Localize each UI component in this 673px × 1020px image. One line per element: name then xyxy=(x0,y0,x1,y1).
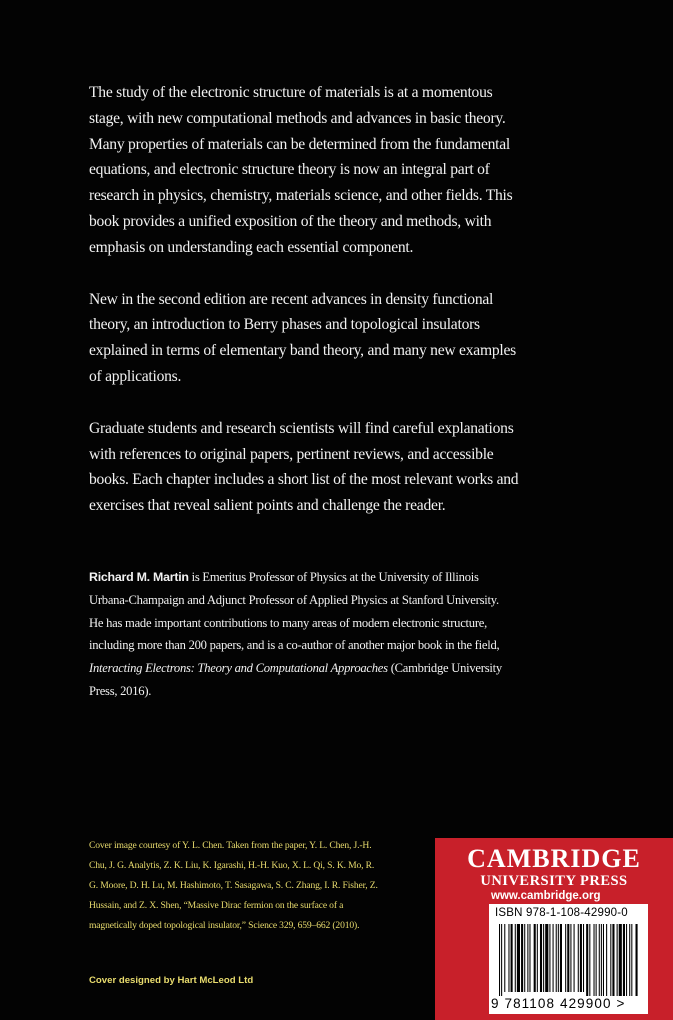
barcode-bar xyxy=(499,924,500,996)
barcode-bar xyxy=(629,924,630,996)
barcode-bar xyxy=(610,924,611,996)
barcode-bar xyxy=(570,924,571,992)
isbn-barcode-box xyxy=(489,904,648,1014)
barcode-bar xyxy=(527,924,528,992)
barcode-bar xyxy=(524,924,525,992)
barcode-bar xyxy=(534,924,536,992)
back-cover-blurb xyxy=(89,80,519,545)
barcode-bar xyxy=(504,924,505,992)
barcode-bar xyxy=(540,924,542,992)
barcode-bar xyxy=(623,924,625,996)
barcode-bar xyxy=(583,924,584,992)
barcode-bar xyxy=(515,924,516,992)
barcode-bar xyxy=(601,924,602,996)
barcode-bar xyxy=(631,924,632,996)
author-bio xyxy=(89,566,514,703)
barcode-bar xyxy=(636,924,638,996)
barcode-bar xyxy=(545,924,548,992)
barcode-bar xyxy=(560,924,562,992)
barcode-bar xyxy=(558,924,559,992)
barcode-bar xyxy=(537,924,538,992)
barcode-bar xyxy=(553,924,554,992)
barcode-bar xyxy=(521,924,523,992)
barcode-bar xyxy=(580,924,582,992)
barcode-bar xyxy=(594,924,595,996)
author-name: Richard M. Martin xyxy=(89,570,189,584)
barcode-digits: 9 781108 429900 > xyxy=(491,996,626,1011)
barcode-bar xyxy=(574,924,575,992)
barcode-bar xyxy=(549,924,550,992)
barcode-bar xyxy=(596,924,597,996)
barcode-bar xyxy=(603,924,604,996)
barcode-bar xyxy=(556,924,557,992)
barcode-image xyxy=(497,924,640,996)
blurb-paragraph-1: The study of the electronic structure of materials is at a momentous stage, with new computational methods and advances in basic theory. Many properties of materials can be determined from the fundamental equations, and electronic structure theory is now an integral part of research in physics, chemistry, materials science, and other fields. This book provides a unified exposition of the theory and methods, with emphasis on understanding each essential component. xyxy=(89,84,513,256)
other-book-publisher: (Cambridge University Press, 2016). xyxy=(89,661,502,698)
barcode-bar xyxy=(606,924,607,996)
barcode-bar xyxy=(626,924,627,996)
barcode-bar xyxy=(599,924,600,996)
isbn-number: ISBN 978-1-108-42990-0 xyxy=(495,907,628,919)
barcode-bar xyxy=(619,924,622,996)
other-book-title: Interacting Electrons: Theory and Computational Approaches xyxy=(89,661,388,676)
barcode-bar xyxy=(511,924,513,992)
barcode-bar xyxy=(586,924,588,996)
barcode-bar xyxy=(508,924,509,992)
cover-image-credit: Cover image courtesy of Y. L. Chen. Taken from the paper, Y. L. Chen, J.-H. Chu, J. G. Analytis, Z. K. Liu, K. Igarashi, H.-H. Kuo, X. L. Qi, S. K. Mo, R. G. Moore, D. H. Lu, M. Hashimoto, T. Sasagawa, S. C. Zhang, I. R. Fisher, Z. Hussain, and Z. X. Shen, “Massive Dirac fermion on the surface of a magnetically doped topological insulator,” Science 329, 659–662 (2010). xyxy=(89,840,378,932)
blurb-paragraph-3: Graduate students and research scientists will find careful explanations with references to original papers, pertinent reviews, and accessible books. Each chapter includes a short list of the most relevant works and exercises that reveal salient points and challenge the reader. xyxy=(89,419,519,515)
cover-designer-credit: Cover designed by Hart McLeod Ltd xyxy=(89,975,254,986)
author-bio-text: is Emeritus Professor of Physics at the University of Illinois Urbana-Champaign and Adjunct Professor of Applied Physics at Stanford University. He has made important contributions to many areas of modern electronic structure, including more than 200 papers, and is a co-author of another major book in the field, xyxy=(89,570,500,653)
barcode-bar xyxy=(567,924,569,992)
barcode-bar xyxy=(517,924,520,992)
publisher-logo: CAMBRIDGE xyxy=(467,844,641,873)
barcode-bar xyxy=(589,924,590,996)
barcode-bar xyxy=(612,924,614,996)
publisher-band xyxy=(435,838,673,1020)
barcode-bar xyxy=(529,924,530,992)
barcode-bar xyxy=(543,924,544,992)
blurb-paragraph-2: New in the second edition are recent advances in density functional theory, an introduction to Berry phases and topological insulators explained in terms of elementary band theory, and many new examples of applications. xyxy=(89,290,516,385)
barcode-bar xyxy=(617,924,618,996)
barcode-bar xyxy=(565,924,566,992)
barcode-bar xyxy=(578,924,579,992)
publisher-url: www.cambridge.org xyxy=(491,890,601,902)
publisher-logo-subtitle: UNIVERSITY PRESS xyxy=(480,873,628,889)
barcode-bar xyxy=(501,924,502,996)
